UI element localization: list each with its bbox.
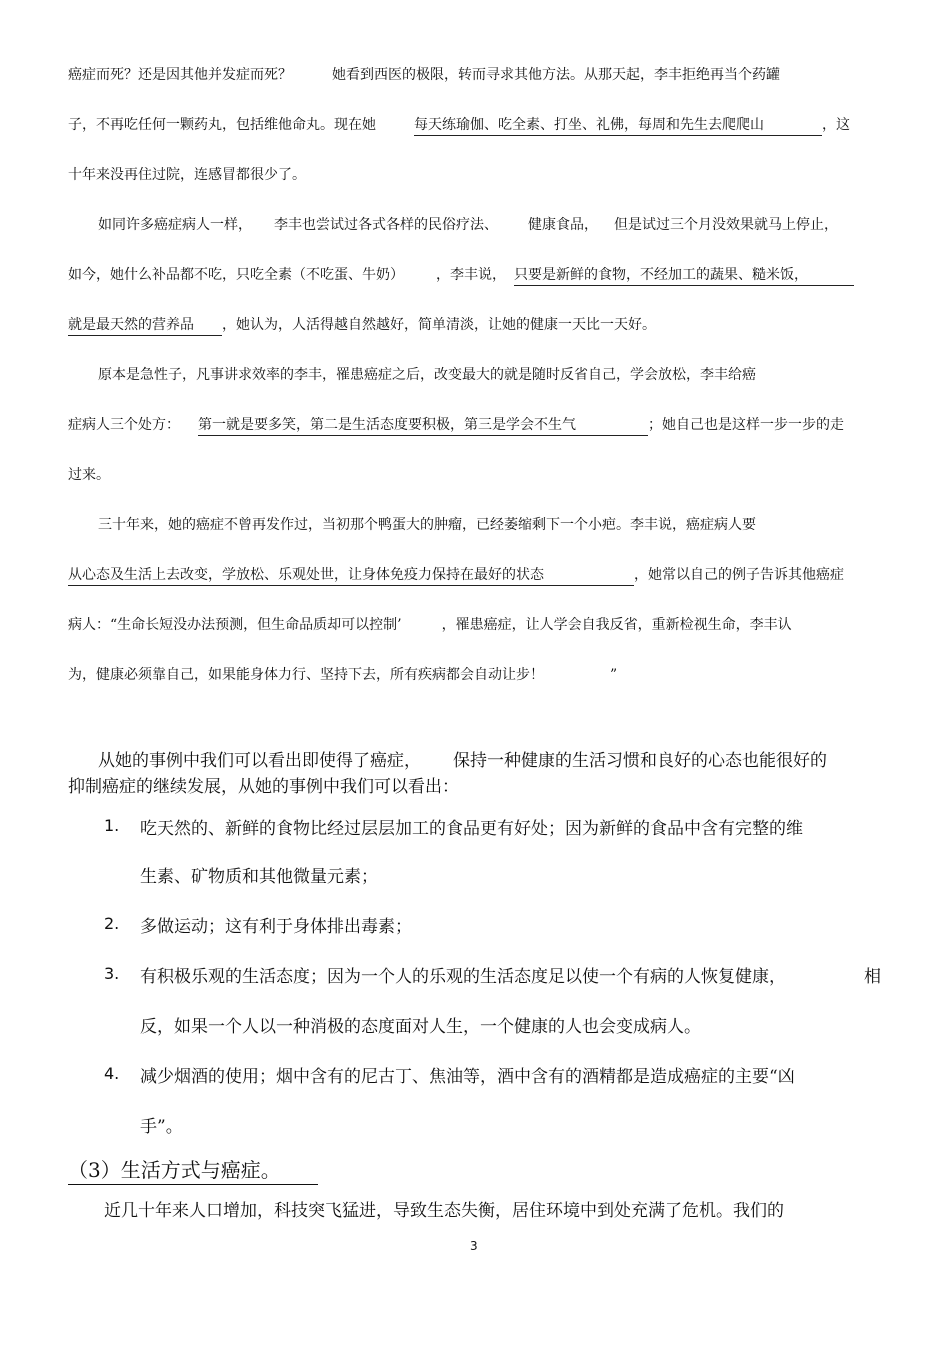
list-item-line: 手”。 <box>140 1117 183 1137</box>
text-span: 症病人三个处方： <box>68 417 180 433</box>
text-line <box>68 414 844 436</box>
text-span: ，罹患癌症，让人学会自我反省，重新检视生命，李丰认 <box>441 617 792 633</box>
text-span: 原本是急性子，凡事讲求效率的李丰，罹患癌症之后，改变最大的就是随时反省自己，学会放松，李丰给癌 <box>98 367 756 383</box>
list-item-line: 生素、矿物质和其他微量元素； <box>140 867 378 887</box>
list-number: 2. <box>104 914 120 933</box>
text-span: ” <box>610 667 618 683</box>
text-line <box>98 214 838 234</box>
underlined-text: 第一就是要多笑，第二是生活态度要积极，第三是学会不生气 <box>198 414 648 436</box>
text-line <box>68 314 656 336</box>
text-span: 李丰也尝试过各式各样的民俗疗法、 <box>274 217 498 233</box>
text-span: ，这 <box>822 117 850 133</box>
list-number: 4. <box>104 1064 120 1083</box>
text-span: 保持一种健康的生活习惯和良好的心态也能很好的 <box>453 751 827 771</box>
page-number: 3 <box>470 1239 478 1253</box>
list-item-line: 反，如果一个人以一种消极的态度面对人生，一个健康的人也会变成病人。 <box>140 1017 701 1037</box>
text-line <box>68 664 617 684</box>
text-line <box>68 614 792 634</box>
text-span: 抑制癌症的继续发展，从她的事例中我们可以看出： <box>68 777 459 797</box>
text-line <box>68 64 780 84</box>
text-line <box>68 114 850 136</box>
text-span: 从她的事例中我们可以看出即使得了癌症， <box>98 751 421 771</box>
text-line <box>68 264 854 286</box>
list-item-line: 多做运动；这有利于身体排出毒素； <box>140 917 412 937</box>
text-line <box>98 746 827 771</box>
list-number: 3. <box>104 964 120 983</box>
text-line: 近几十年来人口增加，科技突飞猛进，导致生态失衡，居住环境中到处充满了危机。我们的 <box>104 1201 784 1221</box>
list-item-line: 减少烟酒的使用；烟中含有的尼古丁、焦油等，酒中含有的酒精都是造成癌症的主要“凶 <box>140 1067 795 1087</box>
text-line <box>68 464 110 484</box>
text-line <box>68 564 844 586</box>
underlined-text: 只要是新鲜的食物，不经加工的蔬果、糙米饭， <box>514 264 854 286</box>
text-line <box>68 772 459 797</box>
list-item-line: 有积极乐观的生活态度；因为一个人的乐观的生活态度足以使一个有病的人恢复健康， <box>140 967 786 987</box>
section-heading-text: （3）生活方式与癌症。 <box>68 1154 318 1185</box>
list-item-line-tail: 相 <box>864 967 881 987</box>
text-span: ，李丰说， <box>436 267 506 283</box>
text-span: 但是试过三个月没效果就马上停止， <box>614 217 838 233</box>
text-span: 健康食品， <box>528 217 598 233</box>
text-line <box>68 164 306 184</box>
text-span: ，她认为，人活得越自然越好，简单清淡，让她的健康一天比一天好。 <box>222 317 656 333</box>
text-span: 她看到西医的极限，转而寻求其他方法。从那天起，李丰拒绝再当个药罐 <box>332 67 780 83</box>
text-span: 如今，她什么补品都不吃，只吃全素（不吃蛋、牛奶） <box>68 267 404 283</box>
text-line <box>98 514 756 534</box>
text-span: 病人：“生命长短没办法预测，但生命品质却可以控制’ <box>68 617 402 633</box>
underlined-text: 就是最天然的营养品 <box>68 314 222 336</box>
section-heading <box>68 1154 318 1185</box>
text-span: 如同许多癌症病人一样， <box>98 217 252 233</box>
list-number: 1. <box>104 816 120 835</box>
text-span: 十年来没再住过院，连感冒都很少了。 <box>68 167 306 183</box>
text-span: 三十年来，她的癌症不曾再发作过，当初那个鸭蛋大的肿瘤，已经萎缩剩下一个小疤。李丰说，癌症病人要 <box>98 517 756 533</box>
underlined-text: 每天练瑜伽、吃全素、打坐、礼佛，每周和先生去爬爬山 <box>414 114 822 136</box>
list-item-line: 吃天然的、新鲜的食物比经过层层加工的食品更有好处；因为新鲜的食品中含有完整的维 <box>140 819 803 839</box>
text-line <box>98 364 756 384</box>
text-span: 癌症而死？还是因其他并发症而死？ <box>68 67 292 83</box>
text-span: 过来。 <box>68 467 110 483</box>
text-span: 子，不再吃任何一颗药丸，包括维他命丸。现在她 <box>68 117 376 133</box>
text-span: 为，健康必须靠自己，如果能身体力行、坚持下去，所有疾病都会自动让步！ <box>68 667 544 683</box>
text-span: ，她常以自己的例子告诉其他癌症 <box>634 567 844 583</box>
underlined-text: 从心态及生活上去改变，学放松、乐观处世，让身体免疫力保持在最好的状态 <box>68 564 634 586</box>
text-span: ；她自己也是这样一步一步的走 <box>648 417 844 433</box>
